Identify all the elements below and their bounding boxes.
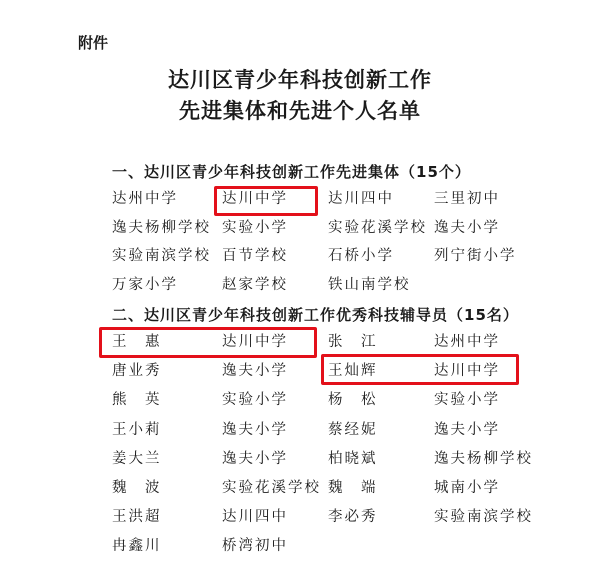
instructor-unit: 实验小学 <box>222 392 288 409</box>
attachment-label: 附件 <box>78 34 109 52</box>
document-title-line1: 达川区青少年科技创新工作 <box>168 67 432 92</box>
school-name: 达州中学 <box>112 191 178 207</box>
instructor-unit: 达川中学 <box>222 334 288 350</box>
instructor-name: 王灿辉 <box>328 363 378 380</box>
instructor-name: 冉鑫川 <box>112 538 162 555</box>
instructor-name: 熊 英 <box>112 392 162 409</box>
school-name: 达川中学 <box>222 191 288 207</box>
school-name: 逸夫小学 <box>434 219 500 236</box>
instructor-unit: 逸夫杨柳学校 <box>434 450 533 467</box>
instructor-unit: 逸夫小学 <box>222 421 288 438</box>
section2-heading: 二、达川区青少年科技创新工作优秀科技辅导员（15名） <box>112 306 519 324</box>
instructor-name: 李必秀 <box>328 509 378 526</box>
instructor-name: 蔡经妮 <box>328 421 378 438</box>
instructor-name: 张 江 <box>328 334 378 350</box>
school-name: 实验小学 <box>222 219 288 236</box>
section1-heading: 一、达川区青少年科技创新工作先进集体（15个） <box>112 163 471 181</box>
school-name: 百节学校 <box>222 248 288 264</box>
school-name: 石桥小学 <box>328 248 394 264</box>
school-name: 赵家学校 <box>222 276 288 293</box>
instructor-unit: 逸夫小学 <box>222 450 288 467</box>
school-name: 实验花溪学校 <box>328 219 427 236</box>
instructor-name: 王洪超 <box>112 509 162 526</box>
instructor-name: 唐业秀 <box>112 363 162 380</box>
school-name: 万家小学 <box>112 276 178 293</box>
instructor-unit: 实验花溪学校 <box>222 479 321 496</box>
school-name: 三里初中 <box>434 191 500 207</box>
instructor-name: 魏 波 <box>112 479 162 496</box>
instructor-unit: 逸夫小学 <box>434 421 500 438</box>
excellent-instructors-list <box>112 331 544 565</box>
school-name: 铁山南学校 <box>328 276 411 293</box>
document-title-line2: 先进集体和先进个人名单 <box>179 98 421 123</box>
instructor-name: 魏 端 <box>328 479 378 496</box>
instructor-unit: 达州中学 <box>434 334 500 350</box>
instructor-unit: 达川四中 <box>222 509 288 526</box>
instructor-unit: 实验南滨学校 <box>434 509 533 526</box>
instructor-name: 王小莉 <box>112 421 162 438</box>
school-name: 列宁街小学 <box>434 248 517 264</box>
instructor-name: 姜大兰 <box>112 450 162 467</box>
school-name: 逸夫杨柳学校 <box>112 219 211 236</box>
school-name: 达川四中 <box>328 191 394 207</box>
instructor-name: 王 惠 <box>112 334 162 350</box>
school-name: 实验南滨学校 <box>112 248 211 264</box>
instructor-name: 柏晓斌 <box>328 450 378 467</box>
instructor-unit: 实验小学 <box>434 392 500 409</box>
instructor-unit: 城南小学 <box>434 479 500 496</box>
advanced-collectives-list <box>112 188 544 302</box>
instructor-unit: 桥湾初中 <box>222 538 288 555</box>
instructor-unit: 逸夫小学 <box>222 363 288 380</box>
instructor-unit: 达川中学 <box>434 363 500 380</box>
instructor-name: 杨 松 <box>328 392 378 409</box>
